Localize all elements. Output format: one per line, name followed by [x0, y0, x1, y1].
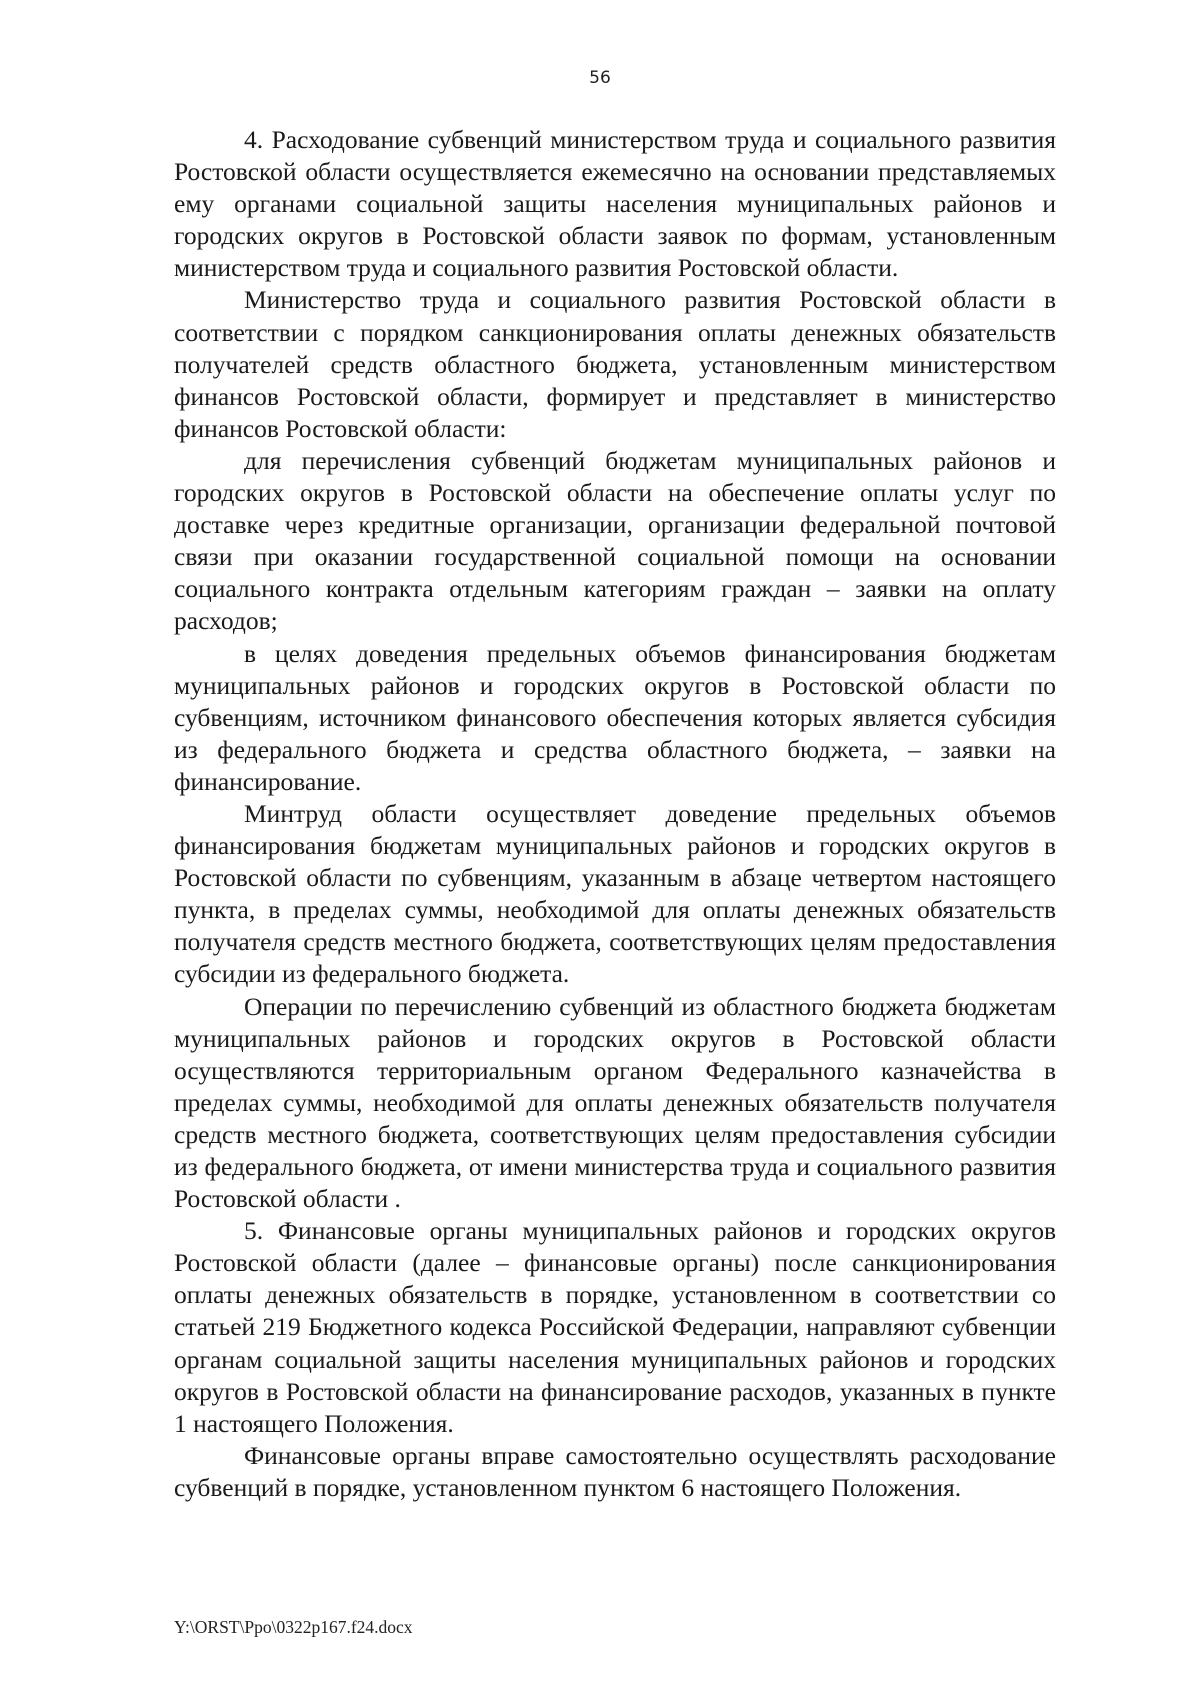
paragraph-3: для перечисления субвенций бюджетам муниципальных районов и городских округов в Ростовской области на обеспечение оплаты услуг по доставке через кредитные организации, организации федеральной почтовой связи при оказании государственной социальной помощи на основании социального контракта отдельным категориям граждан – заявки на оплату расходов;: [174, 445, 1056, 636]
paragraph-7: 5. Финансовые органы муниципальных районов и городских округов Ростовской области (далее – финансовые органы) после санкционирования оплаты денежных обязательств в порядке, установленном в соответствии со статьей 219 Бюджетного кодекса Российской Федерации, направляют субвенции органам социальной защиты населения муниципальных районов и городских округов в Ростовской области на финансирование расходов, указанных в пункте 1 настоящего Положения.: [174, 1216, 1056, 1438]
paragraph-1: 4. Расходование субвенций министерством труда и социального развития Ростовской области осуществляется ежемесячно на основании представляемых ему органами социальной защиты населения муниципальных районов и городских округов в Ростовской области заявок по формам, установленным министерством труда и социального развития Ростовской области.: [174, 125, 1056, 283]
paragraph-2: Министерство труда и социального развития Ростовской области в соответствии с порядком санкционирования оплаты денежных обязательств получателей средств областного бюджета, установленным министерством финансов Ростовской области, формирует и представляет в министерство финансов Ростовской области:: [174, 285, 1056, 443]
paragraph-4: в целях доведения предельных объемов финансирования бюджетам муниципальных районов и городских округов в Ростовской области по субвенциям, источником финансового обеспечения которых является субсидия из федерального бюджета и средства областного бюджета, – заявки на финансирование.: [174, 638, 1056, 796]
paragraph-5: Минтруд области осуществляет доведение предельных объемов финансирования бюджетам муниципальных районов и городских округов в Ростовской области по субвенциям, указанным в абзаце четвертом настоящего пункта, в пределах суммы, необходимой для оплаты денежных обязательств получателя средств местного бюджета, соответствующих целям предоставления субсидии из федерального бюджета.: [174, 798, 1056, 989]
page-number: 56: [589, 68, 611, 88]
footer-file-path: Y:\ORST\Ppo\0322p167.f24.docx: [174, 1617, 413, 1637]
paragraph-6: Операции по перечислению субвенций из областного бюджета бюджетам муниципальных районов и городских округов в Ростовской области осуществляются территориальным органом Федерального казначейства в пределах суммы, необходимой для оплаты денежных обязательств получателя средств местного бюджета, соответствующих целям предоставления субсидии из федерального бюджета, от имени министерства труда и социального развития Ростовской области .: [174, 991, 1056, 1214]
document-body: [174, 124, 1056, 1504]
paragraph-8: Финансовые органы вправе самостоятельно осуществлять расходование субвенций в порядке, установленном пунктом 6 настоящего Положения.: [174, 1440, 1056, 1502]
